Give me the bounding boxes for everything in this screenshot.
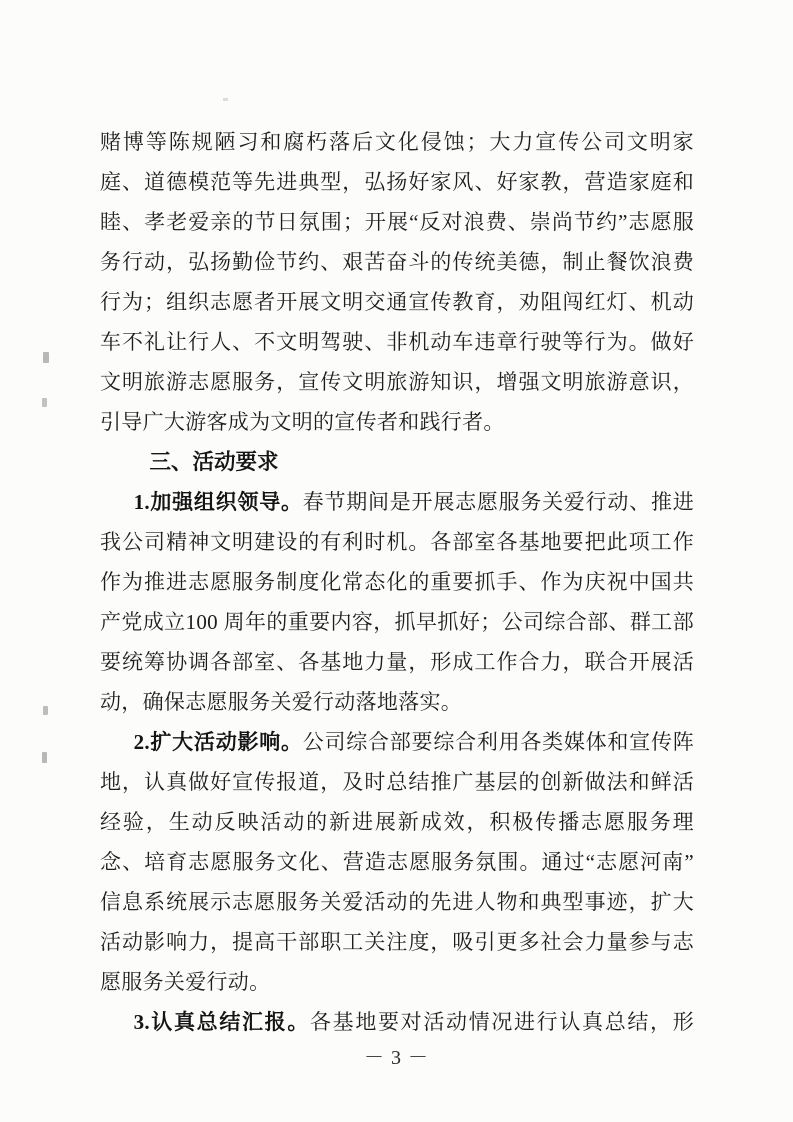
section-heading: 三、活动要求 bbox=[149, 450, 279, 474]
paragraph-3-text: 各基地要对活动情况进行认真总结，形 bbox=[310, 1010, 694, 1034]
paragraph-2-lead: 2.扩大活动影响。 bbox=[133, 730, 303, 754]
scan-artifact-mark bbox=[42, 398, 47, 407]
scan-artifact-mark bbox=[43, 352, 49, 363]
page-number: － 3 － bbox=[364, 1047, 429, 1069]
scan-artifact-mark bbox=[42, 752, 47, 763]
numbered-paragraph-1 bbox=[100, 482, 694, 722]
paragraph-continuation: 赌博等陈规陋习和腐朽落后文化侵蚀；大力宣传公司文明家庭、道德模范等先进典型，弘扬好家风、好家教，营造家庭和睦、孝老爱亲的节日氛围；开展“反对浪费、崇尚节约”志愿服务行动，弘扬勤俭节约、艰苦奋斗的传统美德，制止餐饮浪费行为；组织志愿者开展文明交通宣传教育，劝阻闯红灯、机动车不礼让行人、不文明驾驶、非机动车违章行驶等行为。做好文明旅游志愿服务，宣传文明旅游知识，增强文明旅游意识，引导广大游客成为文明的宣传者和践行者。 bbox=[100, 130, 694, 434]
numbered-paragraph-2 bbox=[100, 722, 694, 1002]
paragraph-1-text: 春节期间是开展志愿服务关爱行动、推进我公司精神文明建设的有利时机。各部室各基地要把此项工作作为推进志愿服务制度化常态化的重要抓手、作为庆祝中国共产党成立100 周年的重要内容，抓早抓好；公司综合部、群工部要统筹协调各部室、各基地力量，形成工作合力，联合开展活动，确保志愿服务关爱行动落地落实。 bbox=[100, 490, 695, 714]
paragraph-2-text: 公司综合部要综合利用各类媒体和宣传阵地，认真做好宣传报道，及时总结推广基层的创新做法和鲜活经验，生动反映活动的新进展新成效，积极传播志愿服务理念、培育志愿服务文化、营造志愿服务氛围。通过“志愿河南”信息系统展示志愿服务关爱活动的先进人物和典型事迹，扩大活动影响力，提高干部职工关注度，吸引更多社会力量参与志愿服务关爱行动。 bbox=[100, 730, 695, 994]
scan-artifact-speck bbox=[223, 98, 228, 101]
scan-artifact-mark bbox=[43, 706, 48, 715]
paragraph-1-lead: 1.加强组织领导。 bbox=[133, 490, 303, 514]
document-body bbox=[100, 122, 694, 1042]
paragraph-3-lead: 3.认真总结汇报。 bbox=[133, 1010, 310, 1034]
numbered-paragraph-3 bbox=[100, 1002, 694, 1042]
